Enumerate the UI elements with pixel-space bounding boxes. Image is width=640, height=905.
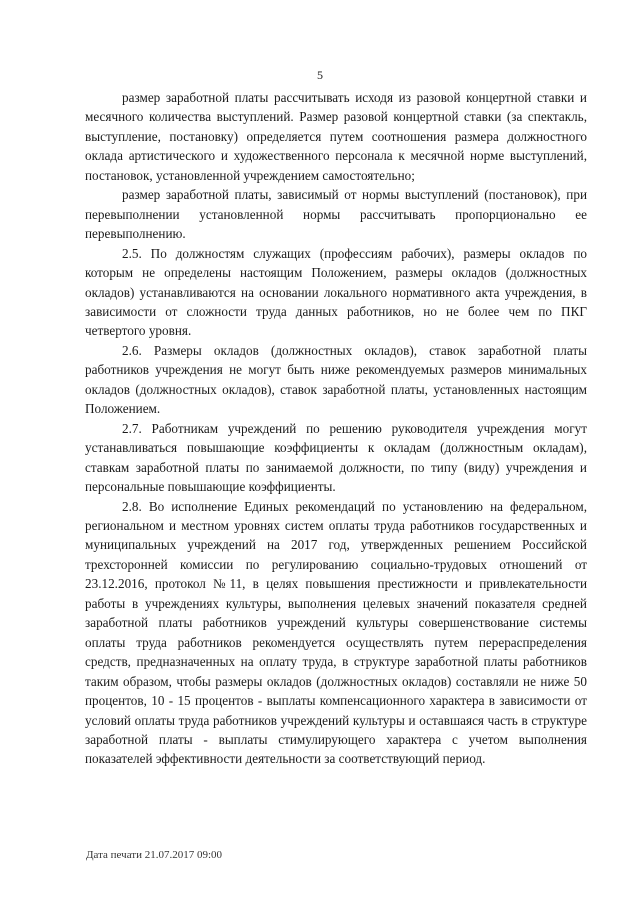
page-number: 5 bbox=[317, 68, 323, 82]
document-body bbox=[85, 88, 587, 769]
paragraph-2-6: 2.6. Размеры окладов (должностных окладов), ставок заработной платы работников учреждения не могут быть ниже рекомендуемых размеров минимальных окладов (должностных окладов), ставок заработной платы, установленных настоящим Положением. bbox=[85, 342, 587, 417]
paragraph-2-8: 2.8. Во исполнение Единых рекомендаций по установлению на федеральном, региональном и местном уровнях систем оплаты труда работников государственных и муниципальных учреждений на 2017 год, утвержденных решением Российской трехсторонней комиссии по регулированию социально-трудовых отношений от 23.12.2016, протокол №11, в целях повышения престижности и привлекательности работы в учреждениях культуры, выполнения целевых значений показателя средней заработной платы работников учреждений культуры совершенствование системы оплаты труда работников рекомендуется осуществлять путем перераспределения средств, предназначенных на оплату труда, в структуре заработной платы работников таким образом, чтобы размеры окладов (должностных окладов) составляли не ниже 50 процентов, 10 - 15 процентов - выплаты компенсационного характера в зависимости от условий оплаты труда работников учреждений культуры и оставшаяся часть в структуре заработной платы - выплаты стимулирующего характера с учетом выполнения показателей эффективности деятельности за соответствующий период. bbox=[85, 498, 587, 767]
paragraph-concert-rate: размер заработной платы рассчитывать исходя из разовой концертной ставки и месячного количества выступлений. Размер разовой концертной ставки (за спектакль, выступление, постановку) определяется путем соотношения размера должностного оклада артистического и художественного персонала к месячной норме выступлений, постановок, установленной учреждением самостоятельно; bbox=[85, 90, 587, 183]
paragraph-2-5: 2.5. По должностям служащих (профессиям рабочих), размеры окладов по которым не определены настоящим Положением, размеры окладов (должностных окладов) устанавливаются на основании локального нормативного акта учреждения, в зависимости от сложности труда данных работников, но не более чем по ПКГ четвертого уровня. bbox=[85, 245, 587, 339]
paragraph-overfulfillment: размер заработной платы, зависимый от нормы выступлений (постановок), при перевыполнении установленной нормы рассчитывать пропорционально ее перевыполнению. bbox=[85, 187, 587, 242]
paragraph-2-7: 2.7. Работникам учреждений по решению руководителя учреждения могут устанавливаться повышающие коэффициенты к окладам (должностным окладам), ставкам заработной платы по занимаемой должности, по типу (виду) учреждения и персональные повышающие коэффициенты. bbox=[85, 420, 587, 495]
print-date-footer: Дата печати 21.07.2017 09:00 bbox=[86, 849, 223, 861]
